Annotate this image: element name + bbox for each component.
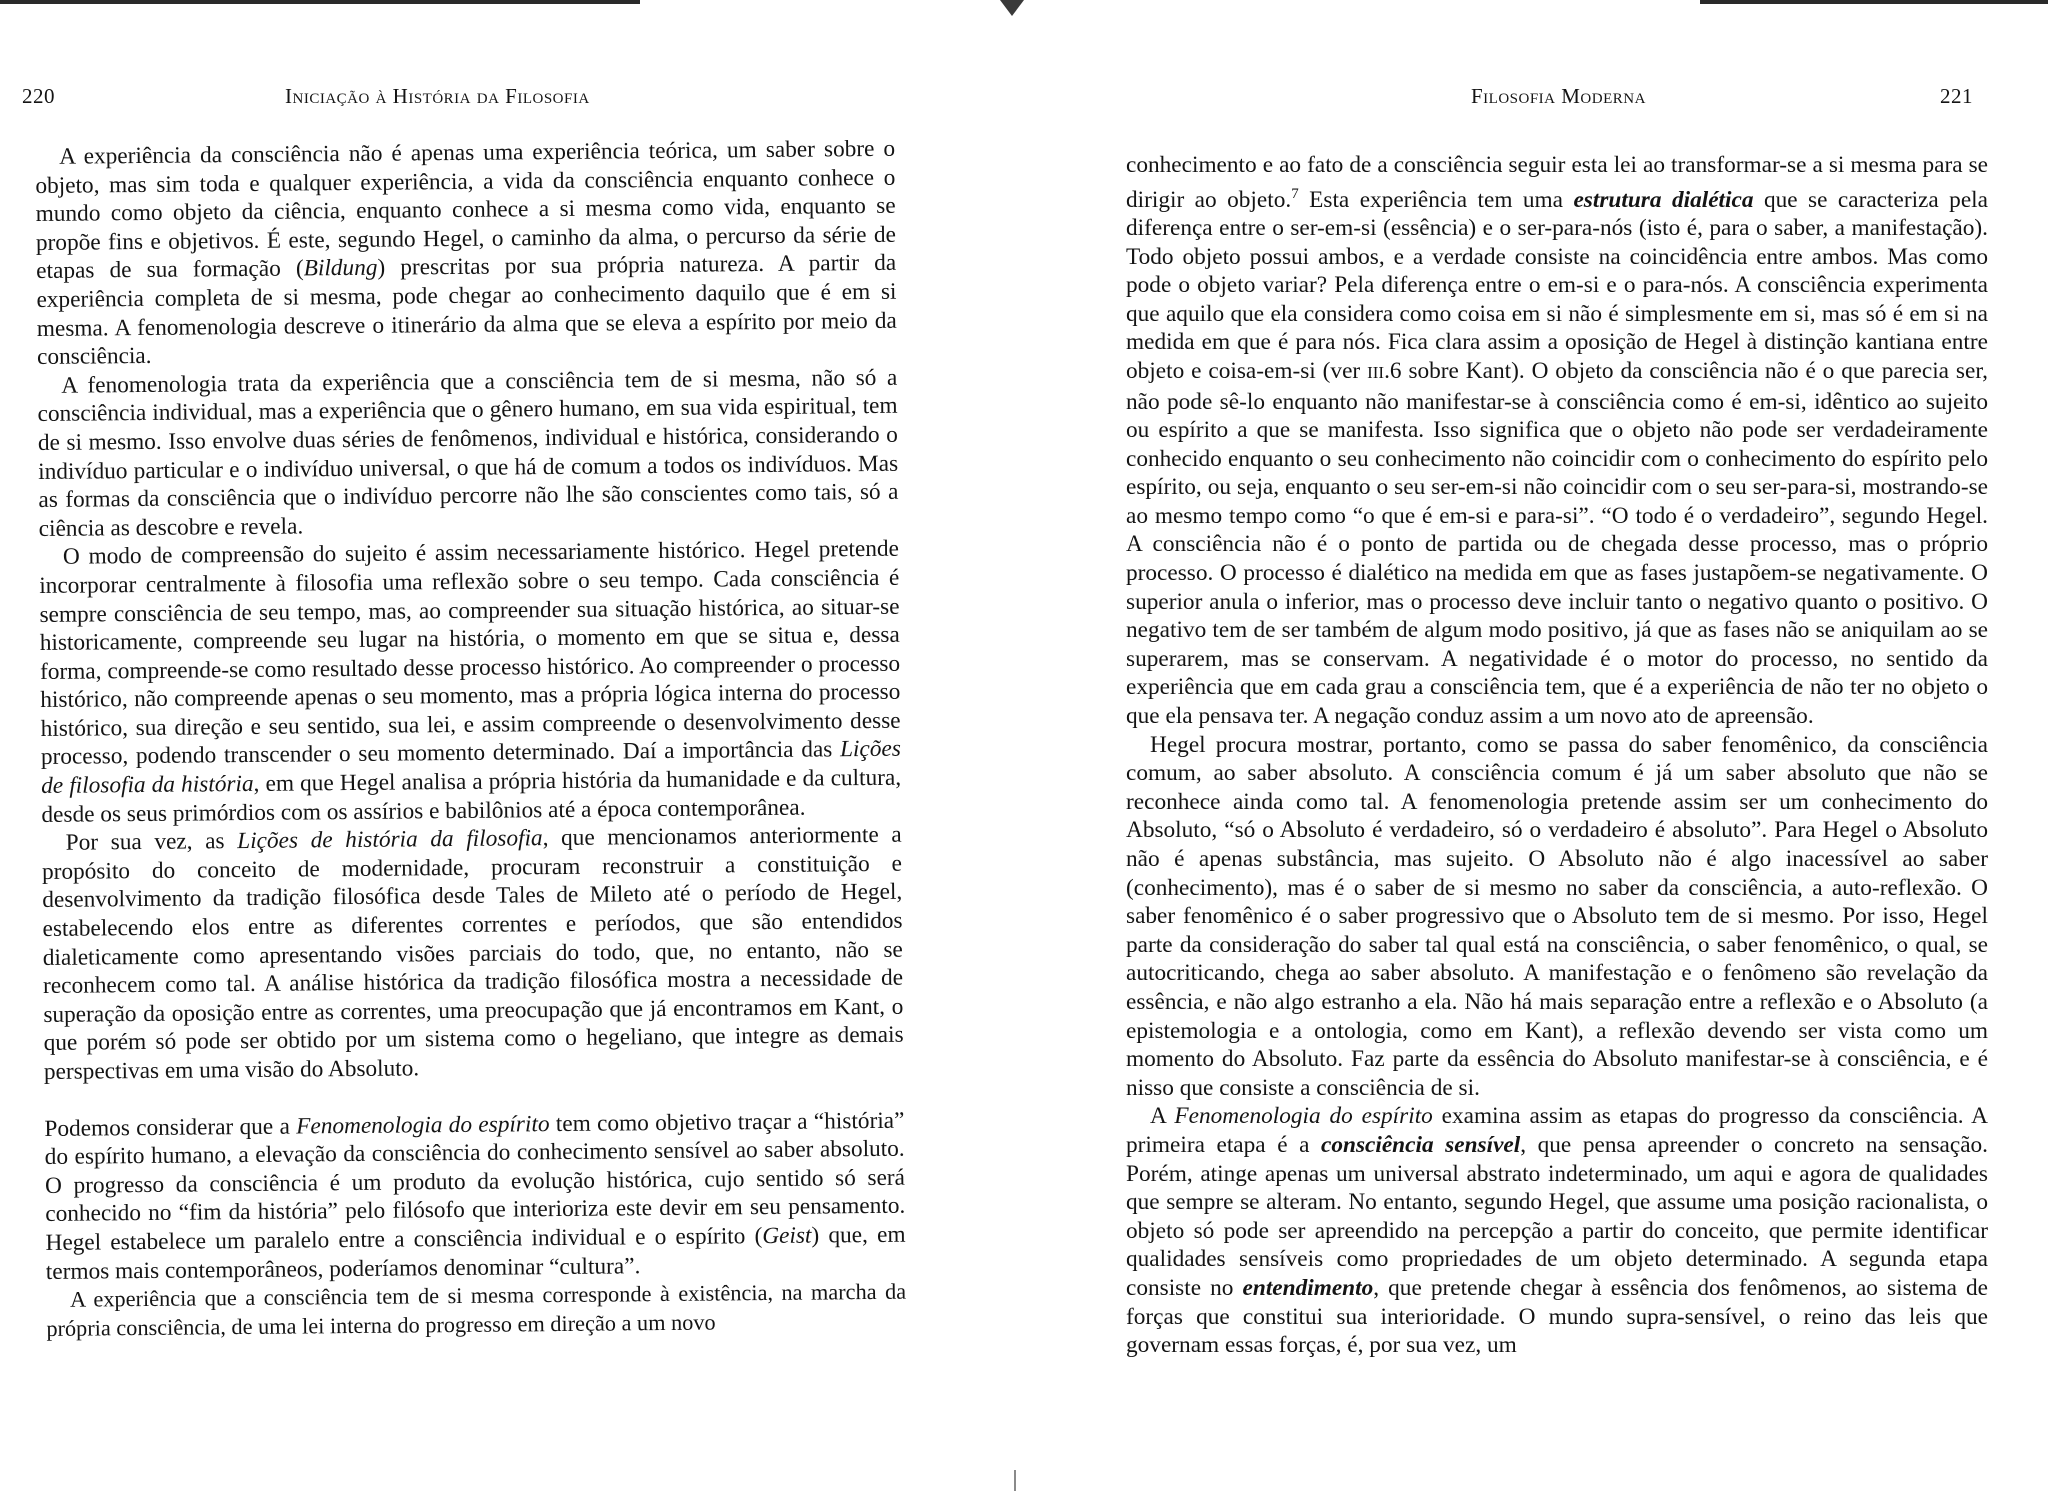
text-run: , que mencionamos anteriormente a propósito do conceito de modernidade, procuram reconstruir a constituição e desenvolvimento da tradição filosófica desde Tales de Mileto até o período de Hegel, estabelecendo elos entre as diferentes correntes e períodos, que são entendidos dialeticamente como apresentando visões parciais do todo, que, no entanto, não se reconhecem como tal. A análise histórica da tradição filosófica mostra a necessidade de superação da oposição entre as correntes, uma preocupação que já encontramos em Kant, o que porém só pode ser obtido por um sistema como o hegeliano, que integre as demais perspectivas em uma visão do Absoluto. [41,821,904,1085]
body-text-right [1126,151,1988,1360]
italic-text: Geist [762,1222,812,1250]
text-run: A [1150,1103,1175,1130]
text-run: Podemos considerar que a [44,1113,297,1142]
running-head-right: Filosofia Moderna [1471,84,1646,108]
left-page [0,0,1000,1491]
roman-numeral-ref: III [1367,362,1385,382]
paragraph [1126,731,1988,1103]
text-run: , em que Hegel analisa a própria história da humanidade e da cultura, desde os seus primórdios com os assírios e babilônios até a época contemporânea. [41,764,902,828]
page-number-right: 221 [1940,84,1973,108]
body-text-left [35,135,906,1344]
text-run: conhecimento e ao fato de a consciência seguir esta lei ao transformar-se a si mesma para se dirigir ao objeto. [1126,152,1988,213]
text-run: ) que, em termos mais contemporâneos, poderíamos denominar “cultura”. [45,1221,906,1285]
text-run: A experiência que a consciência tem de si mesma corresponde à existência, na marcha da própria consciência, de uma lei interna do progresso em direção a um novo [46,1278,907,1341]
binding-spine-bottom [1014,1470,1016,1491]
text-run: .6 sobre Kant). O objeto da consciência não é o que parecia ser, não pode sê-lo enquanto não manifestar-se à consciência como é em-si, idêntico ao sujeito ou espírito a que se manifesta. Isso significa que o objeto não pode ser verdadeiramente conhecido enquanto o seu conhecimento não coincidir com o conhecimento do espírito pelo espírito, ou seja, enquanto o seu ser-em-si não coincidir com o seu ser-para-si, mostrando-se ao mesmo tempo como “o que é em-si e para-si”. “O todo é o verdadeiro”, segundo Hegel. A consciência não é o ponto de partida ou de chegada desse processo, mas o próprio processo. O processo é dialético na medida em que as fases justapõem-se negativamente. O superior anula o inferior, mas o processo deve incluir tanto o negativo quanto o positivo. O negativo tem de ser também de algum modo positivo, já que as fases não se aniquilam ao se superarem, mas se conservam. A negatividade é o motor do processo, no sentido da experiência que em cada grau a consciência tem, que é a experiência de não ter no objeto o que ela pensava ter. A negação conduz assim a um novo ato de apreensão. [1126,357,1988,730]
text-run: A fenomenologia trata da experiência que a consciência tem de si mesma, não só a consciência individual, mas a experiência que o gênero humano, em sua vida espiritual, tem de si mesmo. Isso envolve duas séries de fenômenos, individual e histórica, considerando o indivíduo particular e o indivíduo universal, o que há de comum a todos os indivíduos. Mas as formas da consciência que o indivíduo percorre não lhe são conscientes como tais, só a ciência as descobre e revela. [37,364,899,542]
italic-text: Lições de filosofia da história [41,736,901,800]
running-head-left: Iniciação à História da Filosofia [285,84,590,108]
text-run: O modo de compreensão do sujeito é assim necessariamente histórico. Hegel pretende incorporar centralmente à filosofia uma reflexão sobre o seu tempo. Cada consciência é sempre consciência de seu tempo, mas, ao compreender sua situação histórica, ao situar-se historicamente, compreende seu lugar na história, o momento em que se situa e, dessa forma, compreende-se como resultado desse processo histórico. Ao compreender o processo histórico, não compreende apenas o seu momento, mas a própria lógica interna do processo histórico, sua direção e seu sentido, sua lei, e assim compreende o desenvolvimento desse processo, podendo transcender o seu momento determinado. Daí a importância das [39,536,901,771]
paragraph [1126,1102,1988,1359]
paragraph [37,363,899,543]
right-page [1024,0,2048,1491]
footnote-marker: 7 [1291,185,1299,202]
text-run: examina assim as etapas do progresso da consciência. A primeira etapa é a [1126,1103,1988,1158]
text-run: A experiência da consciência não é apenas uma experiência teórica, um saber sobre o objeto, mas sim toda e qualquer experiência, a vida da consciência enquanto conhece o mundo como objeto da ciência, enquanto conhece a si mesma como vida, enquanto se propõe fins e objetivos. É este, segundo Hegel, o caminho da alma, o percurso da série de etapas de sua formação ( [35,135,897,285]
text-run: Por sua vez, as [65,828,238,856]
text-run: ) prescritas por sua própria natureza. A partir da experiência completa de si mesma, pode chegar ao conhecimento daquilo que é em si mesma. A fenomenologia descreve o itinerário da alma que se eleva a espírito por meio da consciência. [36,250,897,371]
text-run: tem como objetivo traçar a “história” do espírito humano, a elevação da consciência do conhecimento sensível ao saber absoluto. O progresso da consciência é um produto da evolução histórica, cujo sentido só será conhecido no “fim da história” pelo filósofo que interioriza este devir em seu pensamento. Hegel estabelece um paralelo entre a consciência individual e o espírito ( [44,1107,906,1256]
paragraph [44,1106,906,1286]
paragraph [35,135,897,372]
italic-text: Fenomenologia do espírito [296,1110,550,1140]
text-run: , que pretende chegar à essência dos fenômenos, ao sistema de forças que constitui sua interioridade. O mundo supra-sensível, o reino das leis que governam essas forças, é, por sua vez, um [1126,1274,1988,1359]
text-run: Esta experiência tem uma [1298,186,1574,213]
emphasis-term: estrutura dialética [1573,186,1754,213]
paragraph [1126,151,1988,731]
page-number-left: 220 [22,84,55,108]
emphasis-term: consciência sensível [1321,1131,1521,1158]
paragraph [46,1278,907,1343]
text-run: Hegel procura mostrar, portanto, como se passa do saber fenomênico, da consciência comum, ao saber absoluto. A consciência comum é já um saber absoluto que não se reconhece ainda como tal. A fenomenologia pretende assim ser um conhecimento do Absoluto, “só o Absoluto é verdadeiro, só o verdadeiro é absoluto”. Para Hegel o Absoluto não é apenas substância, mas sujeito. O Absoluto não é algo inacessível ao saber (conhecimento), mas é o saber de si mesmo no saber da consciência, a auto-reflexão. O saber fenomênico é o saber progressivo que o Absoluto tem de si mesmo. Por isso, Hegel parte da consideração do saber tal qual está na consciência, o saber fenomênico, o qual, se autocriticando, chega ao saber absoluto. A manifestação e o fenômeno são revelação da essência, e não algo estranho a ela. Não há mais separação entre a reflexão e o Absoluto (a epistemologia e a ontologia, como em Kant), a reflexão devendo ser vista como um momento do Absoluto. Faz parte da essência do Absoluto manifestar-se à consciência, e é nisso que consiste a consciência de si. [1126,731,1988,1101]
italic-text: Bildung [303,255,378,282]
paragraph [42,821,904,1087]
italic-text: Lições de história da filosofia [237,825,543,855]
italic-text: Fenomenologia do espírito [1174,1103,1433,1130]
text-run: que se caracteriza pela diferença entre o ser-em-si (essência) e o ser-para-nós (isto é, para o saber, a manifestação). Todo objeto possui ambos, e a verdade consiste na coincidência entre ambos. Mas como pode o objeto variar? Pela diferença entre o em-si e o para-nós. A consciência experimenta que aquilo que ela considera como coisa em si não é simplesmente em si, mas só é em si na medida em que é para nós. Fica clara assim a oposição de Hegel à distinção kantiana entre objeto e coisa-em-si (ver [1126,186,1988,384]
paragraph [39,535,902,829]
text-run: , que pensa apreender o concreto na sensação. Porém, atinge apenas um universal abstrato indeterminado, um aqui e agora de qualidades que sempre se alteram. No entanto, segundo Hegel, que assume uma posição racionalista, o objeto só pode ser apreendido na percepção a partir do conceito, que permite identificar qualidades sensíveis como propriedades de um objeto determinado. A segunda etapa consiste no [1126,1131,1989,1301]
emphasis-term: entendimento [1242,1274,1374,1301]
binding-spine-mark [1000,0,1024,16]
